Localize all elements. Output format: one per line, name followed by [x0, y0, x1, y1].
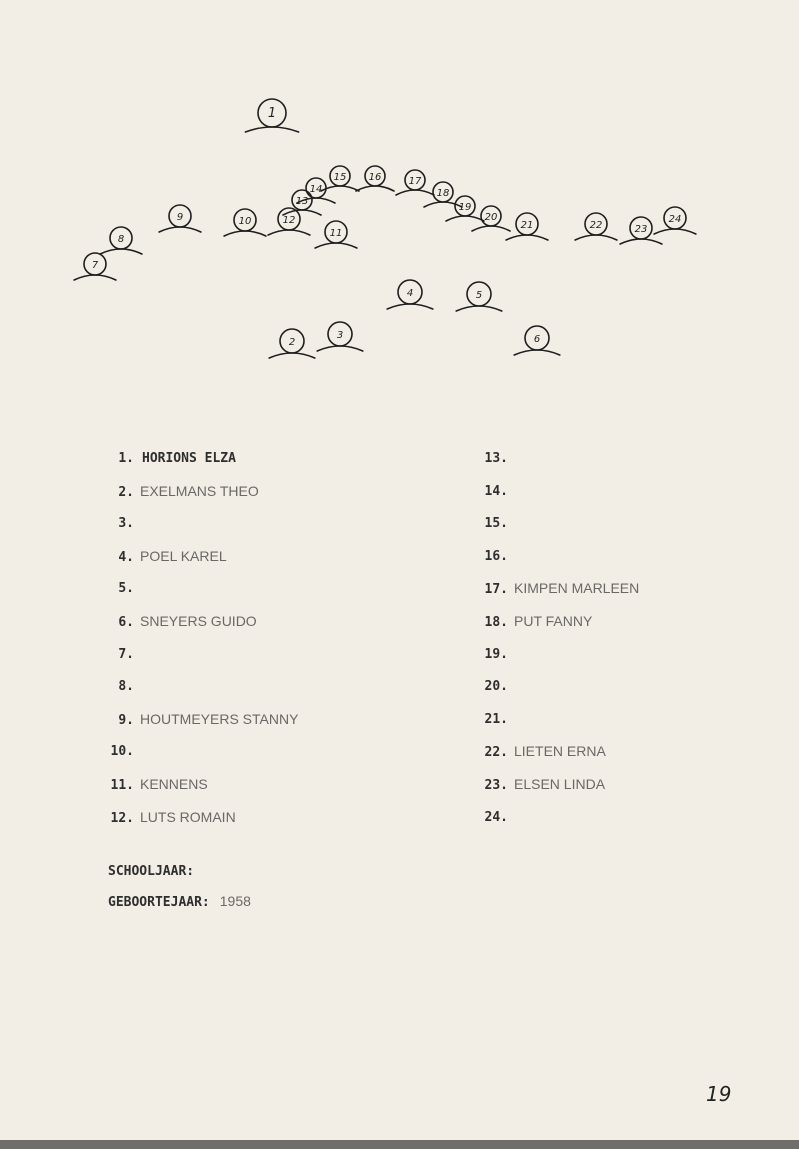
seat-number: 7: [91, 260, 99, 271]
seat-1: [245, 99, 298, 132]
roster-entry: [100, 611, 257, 631]
seat-4: [387, 280, 433, 309]
roster-number: 6.: [118, 615, 134, 630]
seat-3: [317, 322, 363, 351]
seat-17: [396, 170, 434, 195]
seat-shoulders: [269, 353, 315, 358]
schooljaar-label: SCHOOLJAAR:: [108, 864, 195, 879]
seat-18: [424, 182, 462, 207]
roster-entry: [474, 807, 514, 827]
seat-shoulders: [506, 235, 548, 240]
roster-name: LIETEN ERNA: [514, 743, 606, 760]
seat-number: 11: [329, 228, 343, 239]
roster-number: 16.: [484, 548, 508, 564]
seat-shoulders: [315, 243, 357, 248]
seat-number: 14: [309, 184, 323, 195]
roster-number: 21.: [484, 711, 508, 727]
seat-10: [224, 209, 266, 236]
roster-name: HORIONS ELZA: [142, 451, 236, 466]
roster-entry: [474, 546, 514, 566]
roster-name: PUT FANNY: [514, 613, 593, 629]
roster-entry: [100, 774, 208, 794]
seat-number: 3: [336, 330, 344, 341]
roster-number: 23.: [484, 778, 508, 793]
roster-number: 3.: [118, 516, 134, 532]
seat-number: 24: [668, 214, 682, 225]
seat-number: 23: [634, 224, 648, 235]
schooljaar-field: [108, 860, 204, 880]
roster-name: HOUTMEYERS STANNY: [140, 710, 299, 727]
roster-entry: [100, 741, 140, 761]
page-number: 19: [706, 1082, 732, 1106]
seat-number: 8: [117, 234, 125, 245]
geboortejaar-label: GEBOORTEJAAR:: [108, 895, 210, 910]
roster-entry: [474, 709, 514, 729]
seat-19: [446, 196, 484, 221]
roster-entry: [100, 448, 236, 468]
seat-number: 2: [288, 337, 296, 348]
roster-number: 2.: [118, 484, 134, 500]
seat-number: 6: [533, 334, 541, 345]
roster-number: 1.: [118, 451, 134, 466]
roster-entry: [474, 513, 514, 533]
roster-name: POEL KAREL: [140, 547, 227, 564]
seat-6: [514, 326, 560, 355]
seat-number: 5: [475, 290, 483, 301]
roster-number: 24.: [484, 809, 508, 825]
seat-11: [315, 221, 357, 248]
seat-16: [356, 166, 394, 191]
roster-name: SNEYERS GUIDO: [140, 613, 257, 629]
page-bottom-edge: [0, 1140, 799, 1149]
seat-shoulders: [514, 350, 560, 355]
roster-entry: [100, 578, 140, 598]
seat-shoulders: [317, 346, 363, 351]
roster-name: KENNENS: [140, 776, 208, 792]
roster-number: 22.: [484, 745, 508, 761]
roster-name: LUTS ROMAIN: [140, 808, 236, 825]
seat-number: 19: [458, 202, 472, 213]
roster-entry: [474, 448, 514, 468]
seat-number: 10: [238, 216, 252, 227]
seat-number: 9: [176, 212, 184, 223]
seat-shoulders: [224, 231, 266, 236]
seat-number: 1: [267, 106, 277, 121]
roster-name: KIMPEN MARLEEN: [514, 580, 640, 597]
roster-entry: [474, 676, 514, 696]
roster-entry: [100, 546, 227, 566]
seat-23: [620, 217, 662, 244]
seat-shoulders: [100, 249, 142, 254]
seat-number: 12: [282, 215, 296, 226]
roster-number: 8.: [118, 679, 134, 695]
seat-number: 17: [408, 176, 422, 187]
seat-number: 22: [589, 220, 603, 231]
roster-entry: [100, 644, 140, 664]
seat-21: [506, 213, 548, 240]
seat-7: [74, 253, 116, 280]
roster-entry: [474, 481, 514, 501]
seat-number: 21: [520, 220, 534, 231]
roster-number: 17.: [484, 582, 508, 598]
roster-number: 4.: [118, 549, 134, 565]
seat-9: [159, 205, 201, 232]
seat-8: [100, 227, 142, 254]
seat-5: [456, 282, 502, 311]
roster-entry: [474, 741, 606, 761]
seat-number: 13: [295, 196, 309, 207]
roster-entry: [100, 513, 140, 533]
seat-shoulders: [575, 235, 617, 240]
seat-number: 18: [436, 188, 450, 199]
seat-shoulders: [654, 229, 696, 234]
seat-22: [575, 213, 617, 240]
roster-entry: [100, 676, 140, 696]
seat-number: 16: [368, 172, 382, 183]
roster-number: 14.: [484, 483, 508, 499]
geboortejaar-field: [108, 891, 251, 911]
seat-shoulders: [159, 227, 201, 232]
seat-shoulders: [356, 186, 394, 191]
roster-number: 12.: [110, 810, 134, 826]
roster-name: EXELMANS THEO: [140, 482, 259, 499]
seat-shoulders: [396, 190, 434, 195]
roster-number: 19.: [484, 646, 508, 662]
roster-number: 15.: [484, 516, 508, 532]
geboortejaar-value: 1958: [219, 893, 251, 909]
roster-entry: [100, 481, 259, 501]
seat-shoulders: [268, 230, 310, 235]
roster-entry: [474, 611, 592, 631]
seat-2: [269, 329, 315, 358]
seat-shoulders: [620, 239, 662, 244]
roster-number: 18.: [484, 615, 508, 630]
seat-number: 15: [333, 172, 347, 183]
seating-diagram: [0, 0, 799, 400]
seat-shoulders: [446, 216, 484, 221]
roster-entry: [474, 644, 514, 664]
roster-name: ELSEN LINDA: [514, 776, 606, 792]
seat-number: 4: [406, 288, 414, 299]
seat-shoulders: [472, 226, 510, 231]
roster-number: 20.: [484, 679, 508, 695]
roster-entry: [100, 807, 236, 827]
seat-shoulders: [74, 275, 116, 280]
roster-number: 11.: [110, 778, 134, 793]
roster-entry: [474, 774, 605, 794]
seat-24: [654, 207, 696, 234]
seat-shoulders: [456, 306, 502, 311]
seat-number: 20: [484, 212, 498, 223]
roster-number: 9.: [118, 712, 134, 728]
roster-number: 13.: [484, 451, 508, 466]
roster-entry: [100, 709, 298, 729]
seat-shoulders: [387, 304, 433, 309]
roster-number: 7.: [118, 646, 134, 662]
roster-number: 5.: [118, 581, 134, 597]
roster-entry: [474, 578, 639, 598]
roster-number: 10.: [110, 744, 134, 760]
seat-shoulders: [245, 127, 298, 132]
